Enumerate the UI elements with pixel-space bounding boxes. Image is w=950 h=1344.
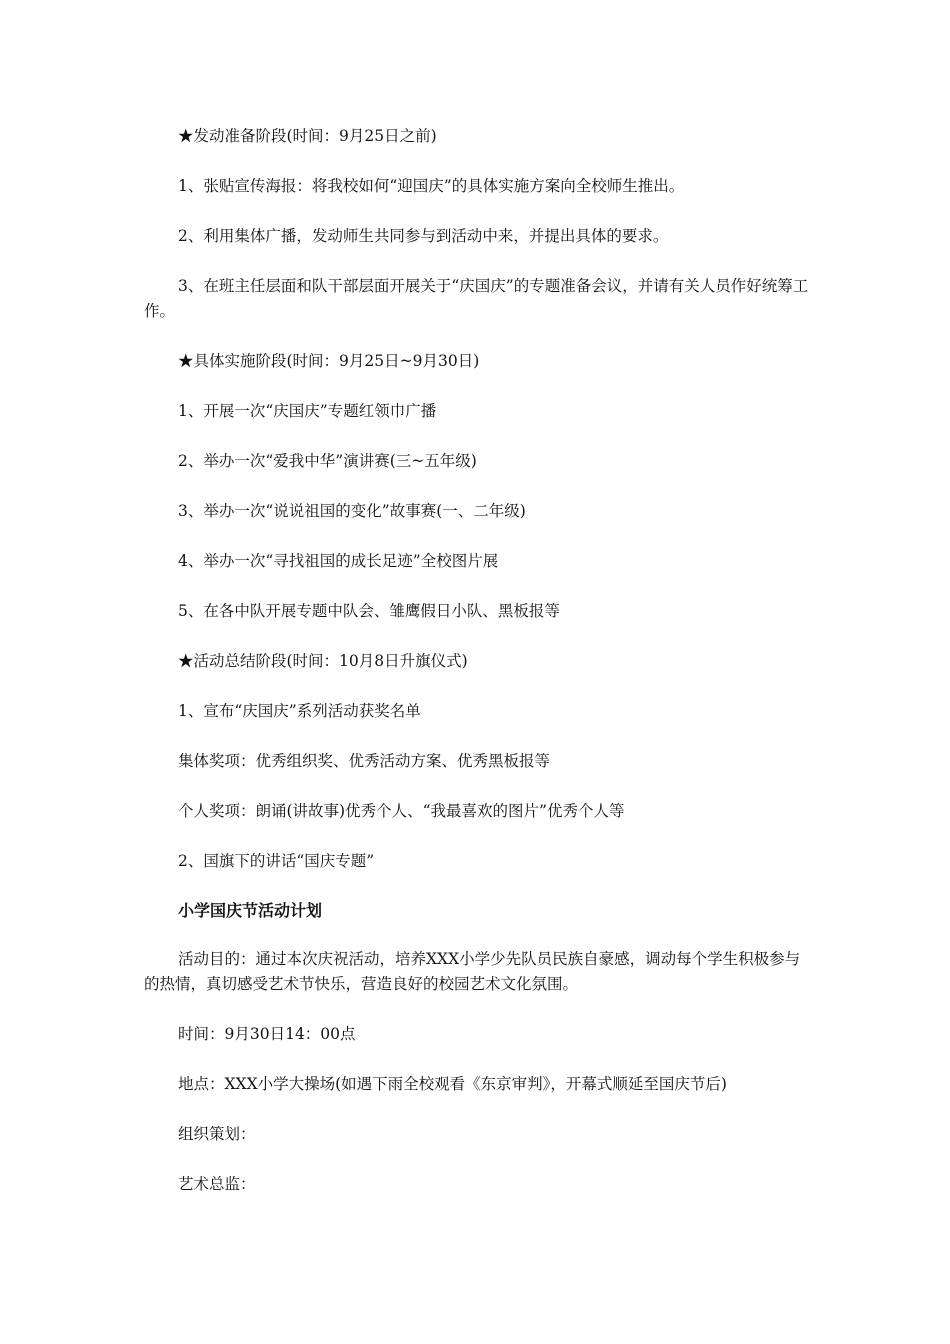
paragraph: 5、在各中队开展专题中队会、雏鹰假日小队、黑板报等 <box>178 602 560 620</box>
paragraph: 集体奖项：优秀组织奖、优秀活动方案、优秀黑板报等 <box>178 752 551 770</box>
paragraph: 活动目的：通过本次庆祝活动，培养XXX小学少先队员民族自豪感，调动每个学生积极参与的热情，真切感受艺术节快乐，营造良好的校园艺术文化氛围。 <box>144 950 801 993</box>
paragraph: 3、在班主任层面和队干部层面开展关于“庆国庆”的专题准备会议，并请有关人员作好统筹工作。 <box>144 277 809 320</box>
stage-heading-preparation: ★发动准备阶段(时间：9月25日之前) <box>178 127 437 145</box>
paragraph: 2、利用集体广播，发动师生共同参与到活动中来，并提出具体的要求。 <box>178 227 669 245</box>
paragraph: 1、张贴宣传海报：将我校如何“迎国庆”的具体实施方案向全校师生推出。 <box>178 177 685 195</box>
paragraph: 个人奖项：朗诵(讲故事)优秀个人、“我最喜欢的图片”优秀个人等 <box>178 802 625 820</box>
paragraph: 3、举办一次“说说祖国的变化”故事赛(一、二年级) <box>178 502 526 520</box>
paragraph: 2、国旗下的讲话“国庆专题” <box>178 852 375 870</box>
paragraph: 时间：9月30日14：00点 <box>178 1025 356 1043</box>
stage-heading-summary: ★活动总结阶段(时间：10月8日升旗仪式) <box>178 652 468 670</box>
paragraph: 4、举办一次“寻找祖国的成长足迹”全校图片展 <box>178 552 499 570</box>
paragraph: 组织策划： <box>178 1125 256 1143</box>
paragraph: 1、开展一次“庆国庆”专题红领巾广播 <box>178 402 437 420</box>
paragraph: 艺术总监： <box>178 1175 256 1193</box>
stage-heading-implementation: ★具体实施阶段(时间：9月25日~9月30日) <box>178 352 480 370</box>
section-title: 小学国庆节活动计划 <box>178 901 323 920</box>
paragraph: 地点：XXX小学大操场(如遇下雨全校观看《东京审判》，开幕式顺延至国庆节后) <box>178 1075 727 1093</box>
paragraph: 2、举办一次“爱我中华”演讲赛(三~五年级) <box>178 452 477 470</box>
paragraph: 1、宣布“庆国庆”系列活动获奖名单 <box>178 702 421 720</box>
